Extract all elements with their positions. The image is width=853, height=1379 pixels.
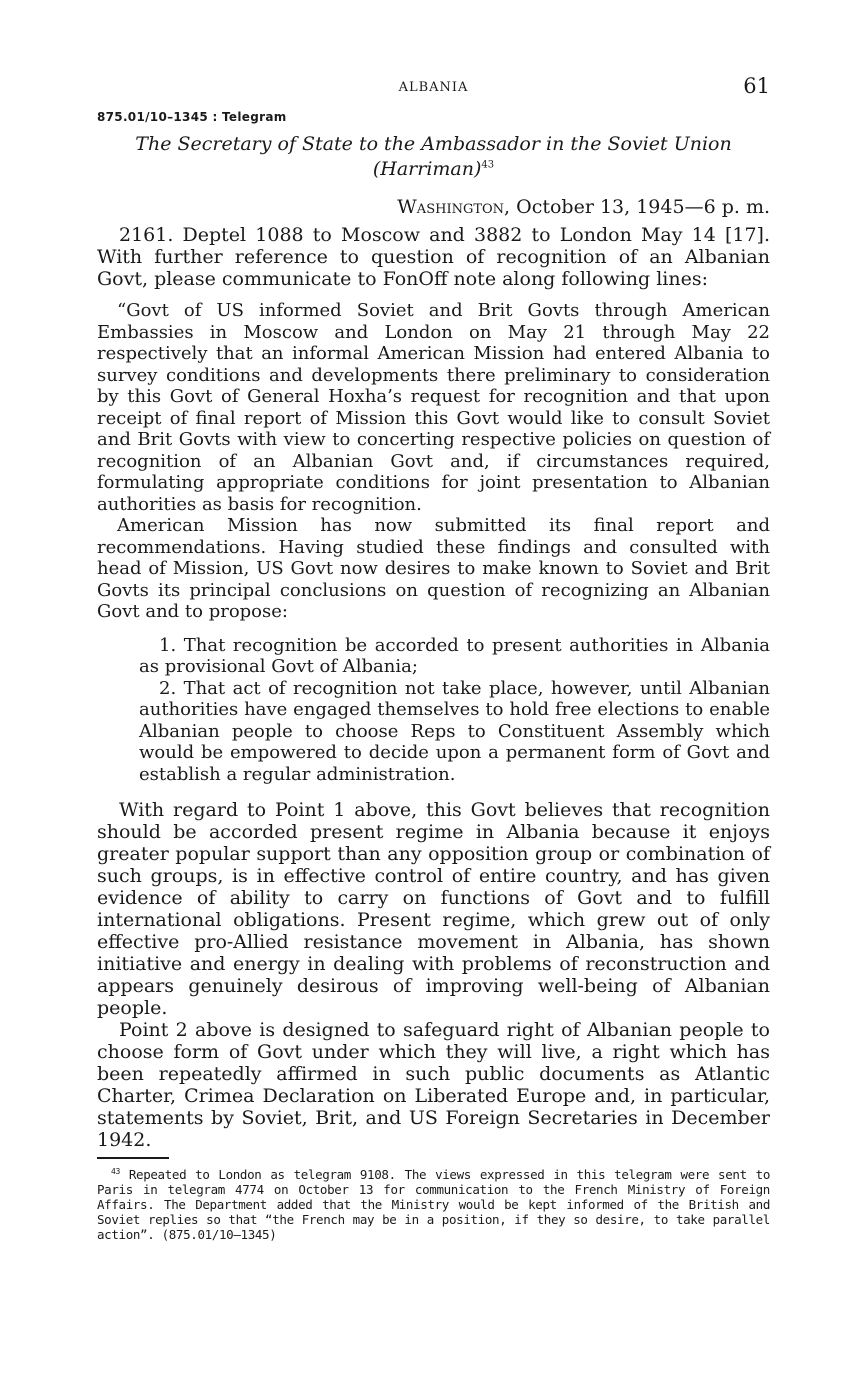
page-number: 61 bbox=[743, 74, 770, 98]
proposal-list bbox=[139, 635, 770, 786]
proposal-item-2: 2. That act of recognition not take place, however, until Albanian authorities have engaged themselves to hold free elections to enable Albanian people to choose Reps to Constituent Assembly which would be empowered to decide upon a permanent form of Govt and establish a regular administration. bbox=[139, 677, 770, 785]
proposal-item-1: 1. That recognition be accorded to present authorities in Albania as provisional Govt of Albania; bbox=[139, 634, 770, 677]
document-title-text: The Secretary of State to the Ambassador in the Soviet Union (Harriman) bbox=[135, 133, 732, 180]
intro-paragraph: 2161. Deptel 1088 to Moscow and 3882 to London May 14 [17]. With further reference to question of recognition of an Albanian Govt, please communicate to FonOff note along following lines: bbox=[97, 224, 770, 290]
footnote-rule bbox=[97, 1157, 169, 1159]
point1-paragraph: With regard to Point 1 above, this Govt believes that recognition should be accorded present regime in Albania because it enjoys greater popular support than any opposition group or combination of such groups, is in effective control of entire country, and has given evidence of ability to carry on functions of Govt and to fulfill international obligations. Present regime, which grew out of only effective pro-Allied resistance movement in Albania, has shown initiative and energy in dealing with problems of reconstruction and appears genuinely desirous of improving well-being of Albanian people. bbox=[97, 799, 770, 1019]
dateline-place: Washington, bbox=[397, 196, 511, 218]
footnote bbox=[97, 1167, 770, 1242]
dateline bbox=[97, 196, 770, 218]
footnote-number: 43 bbox=[111, 1166, 120, 1176]
running-head: ALBANIA bbox=[398, 80, 469, 95]
quote-paragraph-2: American Mission has now submitted its final report and recommendations. Having studied these findings and consulted with head of Mission, US Govt now desires to make known to Soviet and Brit Govts its principal conclusions on question of recognizing an Albanian Govt and to propose: bbox=[97, 515, 770, 622]
footnote-text: Repeated to London as telegram 9108. The views expressed in this telegram were sent to Paris in telegram 4774 on October 13 for communication to the French Ministry of Foreign Affairs. The Department added that the Ministry would be kept informed of the British and Soviet replies so that “the French may be in a position, if they so desire, to take parallel action”. (875.01/10–1345) bbox=[97, 1167, 770, 1242]
dateline-date: October 13, 1945—6 p. m. bbox=[516, 196, 770, 218]
file-reference: 875.01/10–1345 : Telegram bbox=[97, 110, 287, 124]
document-page bbox=[97, 70, 770, 1242]
point2-paragraph: Point 2 above is designed to safeguard right of Albanian people to choose form of Govt under which they will live, a right which has been repeatedly affirmed in such public documents as Atlantic Charter, Crimea Declaration on Liberated Europe and, in particular, statements by Soviet, Brit, and US Foreign Secretaries in December 1942. bbox=[97, 1019, 770, 1151]
document-title bbox=[97, 132, 770, 182]
quote-paragraph-1: “Govt of US informed Soviet and Brit Govts through American Embassies in Moscow and London on May 21 through May 22 respectively that an informal American Mission had entered Albania to survey conditions and developments there preliminary to consideration by this Govt of General Hoxha’s request for recognition and that upon receipt of final report of Mission this Govt would like to consult Soviet and Brit Govts with view to concerting respective policies on question of recognition of an Albanian Govt and, if circumstances required, formulating appropriate conditions for joint presentation to Albanian authorities as basis for recognition. bbox=[97, 300, 770, 515]
title-footnote-ref: 43 bbox=[481, 159, 495, 171]
page-header bbox=[97, 70, 770, 110]
